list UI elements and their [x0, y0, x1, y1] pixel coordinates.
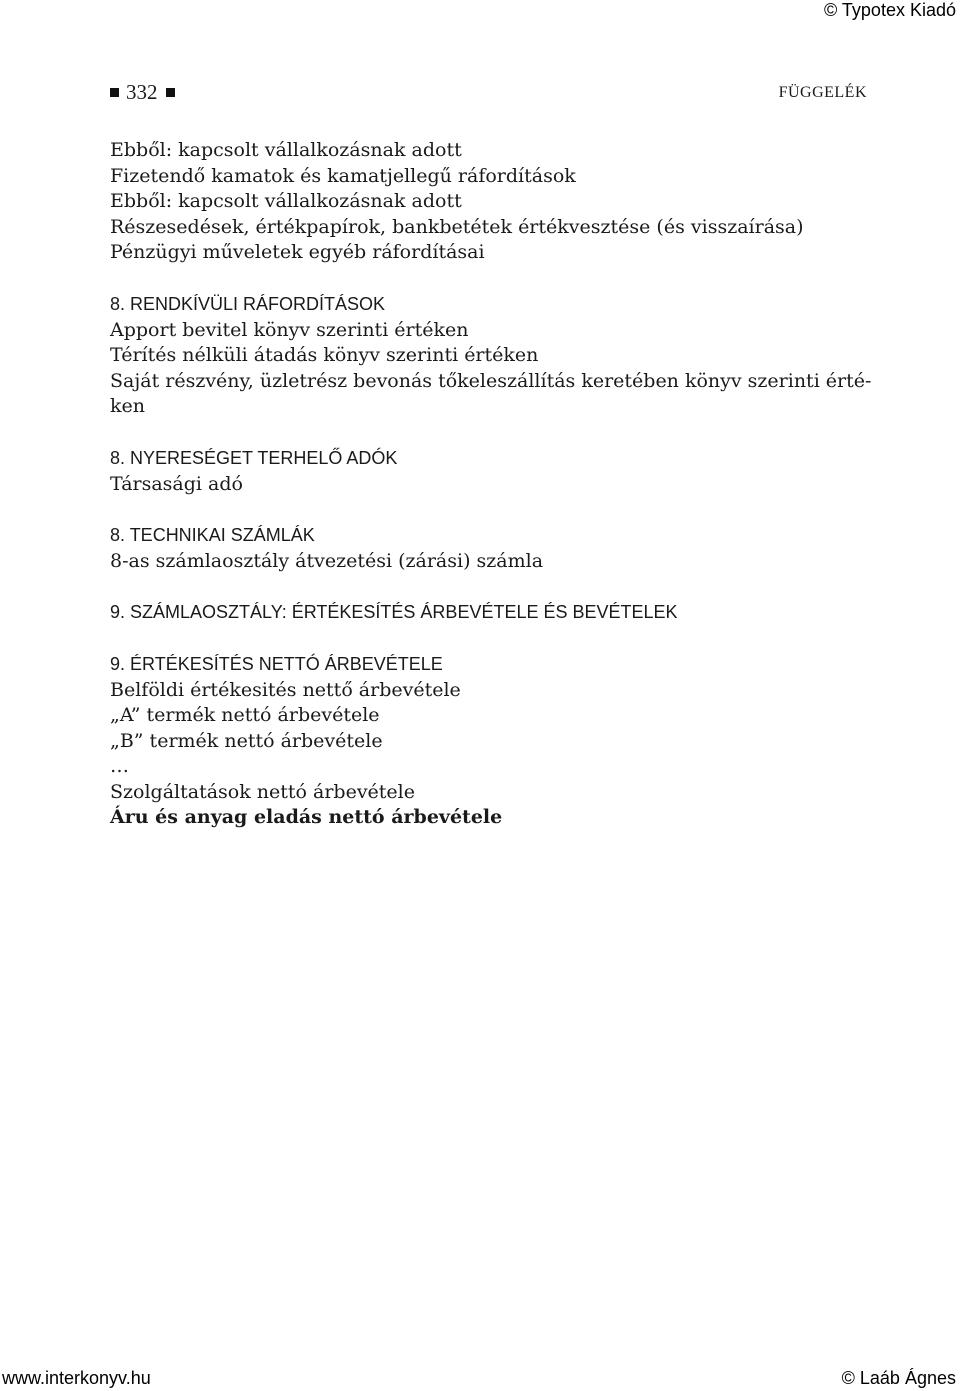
block-financial-expenses [110, 138, 867, 266]
section-heading: 8. NYERESÉGET TERHELŐ ADÓK [110, 447, 398, 468]
page-content [110, 138, 872, 857]
text-line: ken [110, 395, 145, 418]
section-heading: 8. RENDKÍVÜLI RÁFORDÍTÁSOK [110, 293, 386, 314]
section-title: FÜGGELÉK [778, 84, 867, 101]
running-head [110, 80, 867, 106]
copyright-author: © Laáb Ágnes [841, 1368, 956, 1388]
text-line: Fizetendő kamatok és kamatjellegű ráfordítások [110, 164, 576, 187]
copyright-publisher: © Typotex Kiadó [823, 0, 956, 20]
block-net-sales [110, 652, 867, 831]
block-extraordinary-expenses [110, 292, 872, 420]
text-line: Ebből: kapcsolt vállalkozásnak adott [110, 139, 462, 161]
text-line: Saját részvény, üzletrész bevonás tőkeleszállítás keretében könyv szerinti érté- [110, 369, 872, 392]
text-line: Ebből: kapcsolt vállalkozásnak adott [110, 190, 462, 213]
section-heading: 9. ÉRTÉKESÍTÉS NETTÓ ÁRBEVÉTELE [110, 653, 443, 674]
block-account-class-9 [110, 600, 867, 626]
square-bullet-icon [110, 88, 119, 97]
page-number [110, 80, 175, 105]
text-line: Pénzügyi műveletek egyéb ráfordításai [110, 241, 485, 264]
text-line: Részesedések, értékpapírok, bankbetétek értékvesztése (és visszaírása) [110, 215, 804, 238]
text-line: Szolgáltatások nettó árbevétele [110, 780, 416, 803]
block-technical-accounts [110, 523, 867, 574]
bold-text-line: Áru és anyag eladás nettó árbevétele [110, 806, 503, 829]
text-line: Belföldi értékesités nettő árbevétele [110, 678, 461, 701]
text-line: … [110, 755, 129, 778]
section-heading: 9. SZÁMLAOSZTÁLY: ÉRTÉKESÍTÉS ÁRBEVÉTELE ÉS BEVÉTELEK [110, 602, 678, 623]
text-line: „B” termék nettó árbevétele [110, 729, 383, 752]
text-line: Társasági adó [110, 472, 243, 495]
text-line: Térítés nélküli átadás könyv szerinti értéken [110, 344, 539, 367]
square-bullet-icon [166, 88, 175, 97]
section-heading: 8. TECHNIKAI SZÁMLÁK [110, 525, 315, 546]
text-line: 8-as számlaosztály átvezetési (zárási) számla [110, 549, 544, 572]
text-line: „A” termék nettó árbevétele [110, 704, 380, 727]
text-line: Apport bevitel könyv szerinti értéken [110, 318, 469, 341]
page-number-value: 332 [126, 80, 158, 104]
block-profit-taxes [110, 446, 867, 497]
website-link[interactable]: www.interkonyv.hu [2, 1368, 151, 1388]
